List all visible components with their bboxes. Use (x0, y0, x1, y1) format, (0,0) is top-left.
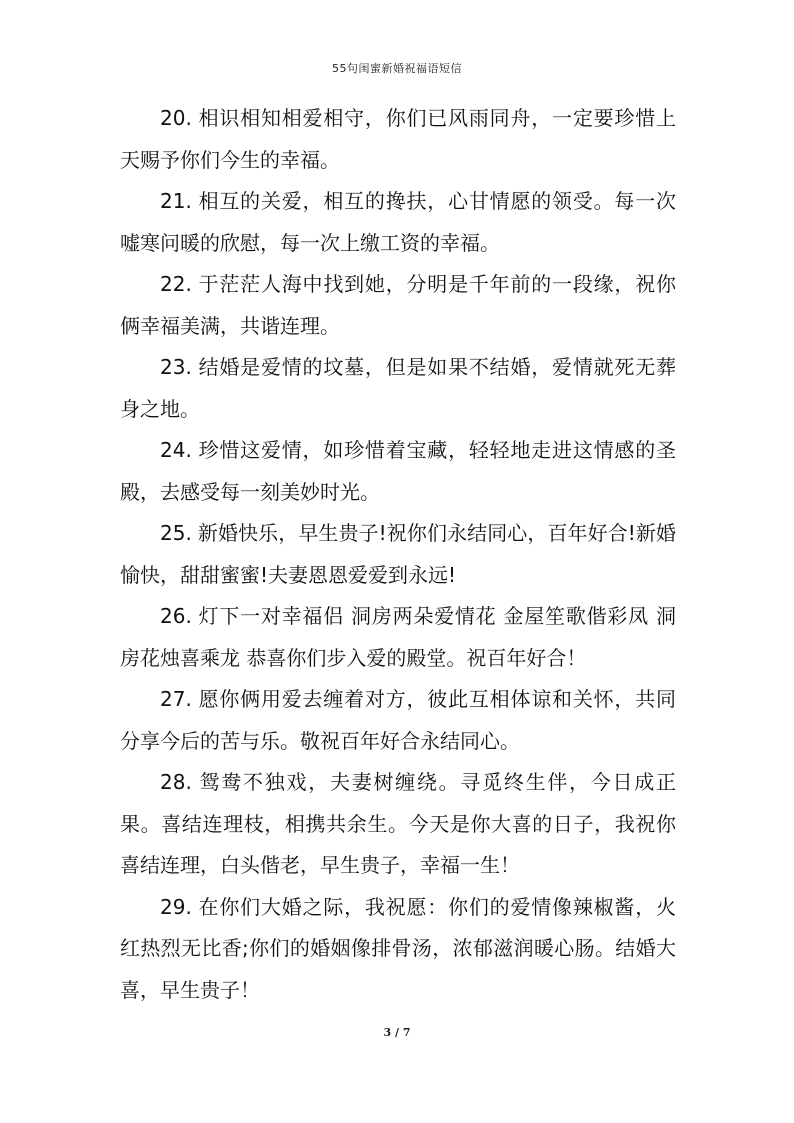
page-indicator: 3 / 7 (383, 1026, 411, 1039)
paragraph-number: 28. (160, 770, 192, 794)
paragraph-number: 25. (160, 521, 192, 545)
paragraph-number: 26. (160, 604, 192, 628)
paragraph-text: 珍惜这爱情，如珍惜着宝藏，轻轻地走进这情感的圣殿，去感受每一刻美妙时光。 (120, 438, 676, 504)
paragraph-24 (120, 430, 676, 513)
paragraph-number: 24. (160, 438, 192, 462)
paragraph-text: 愿你俩用爱去缠着对方，彼此互相体谅和关怀，共同分享今后的苦与乐。敬祝百年好合永结同心。 (120, 687, 676, 753)
paragraph-text: 在你们大婚之际，我祝愿：你们的爱情像辣椒酱，火红热烈无比香;你们的婚姻像排骨汤，浓郁滋润暖心肠。结婚大喜，早生贵子！ (120, 894, 676, 1002)
document-body (120, 98, 676, 1011)
paragraph-25 (120, 513, 676, 596)
paragraph-number: 27. (160, 687, 192, 711)
paragraph-number: 21. (160, 189, 192, 213)
paragraph-23 (120, 347, 676, 430)
page-header-title: 55句闺蜜新婚祝福语短信 (332, 62, 462, 75)
paragraph-text: 相互的关爱，相互的搀扶，心甘情愿的领受。每一次嘘寒问暖的欣慰，每一次上缴工资的幸福。 (120, 189, 676, 255)
paragraph-28 (120, 762, 676, 887)
paragraph-number: 29. (160, 894, 192, 919)
paragraph-text: 于茫茫人海中找到她，分明是千年前的一段缘，祝你俩幸福美满，共谐连理。 (120, 272, 676, 338)
paragraph-text: 鸳鸯不独戏，夫妻树缠绕。寻觅终生伴，今日成正果。喜结连理枝，相携共余生。今天是你大喜的日子，我祝你喜结连理，白头偕老，早生贵子，幸福一生！ (120, 770, 676, 877)
paragraph-27 (120, 679, 676, 762)
paragraph-number: 23. (160, 355, 192, 379)
paragraph-text: 相识相知相爱相守，你们已风雨同舟，一定要珍惜上天赐予你们今生的幸福。 (120, 106, 676, 172)
paragraph-text: 结婚是爱情的坟墓，但是如果不结婚，爱情就死无葬身之地。 (120, 355, 676, 421)
paragraph-21 (120, 181, 676, 264)
paragraph-29 (120, 887, 676, 1012)
paragraph-22 (120, 264, 676, 347)
paragraph-text: 新婚快乐，早生贵子!祝你们永结同心，百年好合!新婚愉快，甜甜蜜蜜!夫妻恩恩爱爱到永远! (120, 521, 676, 587)
paragraph-number: 22. (160, 272, 192, 296)
paragraph-text: 灯下一对幸福侣 洞房两朵爱情花 金屋笙歌偕彩凤 洞房花烛喜乘龙 恭喜你们步入爱的殿堂。祝百年好合！ (120, 604, 676, 670)
paragraph-26 (120, 596, 676, 679)
paragraph-number: 20. (160, 106, 192, 130)
paragraph-20 (120, 98, 676, 181)
